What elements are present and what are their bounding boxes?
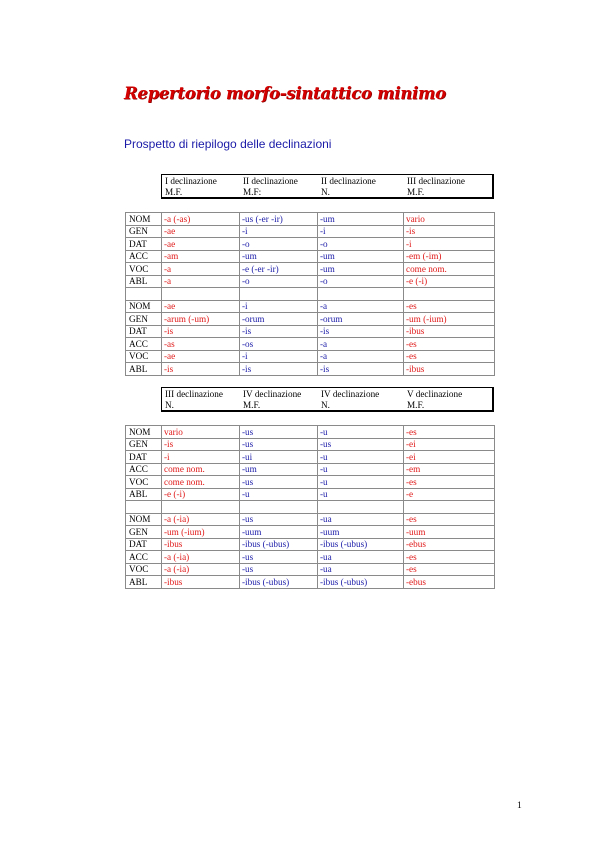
ending-cell: -is	[162, 438, 240, 451]
ending-cell: -um	[240, 250, 318, 263]
ending-cell: -uum	[404, 526, 495, 539]
ending-cell: -ae	[162, 238, 240, 251]
ending-cell: -ae	[162, 225, 240, 238]
header-cell: IV declinazione M.F.	[243, 389, 302, 410]
ending-cell	[318, 501, 404, 514]
ending-cell	[240, 501, 318, 514]
ending-cell: -es	[404, 476, 495, 489]
ending-cell: -em (-im)	[404, 250, 495, 263]
ending-cell: -u	[240, 488, 318, 501]
header-cell: I declinazione M.F.	[165, 176, 217, 197]
ending-cell: -ibus (-ubus)	[318, 576, 404, 589]
ending-cell: -es	[404, 350, 495, 363]
ending-cell: -orum	[318, 313, 404, 326]
ending-cell: -uum	[318, 526, 404, 539]
ending-cell: -us	[240, 476, 318, 489]
ending-cell: -ibus	[162, 576, 240, 589]
table-row	[126, 438, 495, 451]
table-row	[126, 300, 495, 313]
ending-cell: -es	[404, 551, 495, 564]
case-label: GEN	[126, 225, 162, 238]
case-label: ACC	[126, 250, 162, 263]
case-label: VOC	[126, 263, 162, 276]
ending-cell: -ae	[162, 350, 240, 363]
ending-cell: -is	[162, 325, 240, 338]
ending-cell: -us	[318, 438, 404, 451]
header-cell: II declinazione M.F:	[243, 176, 298, 197]
ending-cell: -ibus (-ubus)	[318, 538, 404, 551]
header-cell: II declinazione N.	[321, 176, 376, 197]
case-label	[126, 501, 162, 514]
table-row	[126, 313, 495, 326]
table-row	[126, 426, 495, 439]
case-label: NOM	[126, 513, 162, 526]
ending-cell: -e (-er -ir)	[240, 263, 318, 276]
ending-cell: -u	[318, 426, 404, 439]
ending-cell: -is	[404, 225, 495, 238]
ending-cell: -is	[240, 325, 318, 338]
header-cell: III declinazione M.F.	[407, 176, 465, 197]
ending-cell	[240, 288, 318, 301]
case-label: DAT	[126, 325, 162, 338]
declension-header-2	[161, 387, 494, 412]
case-label: ABL	[126, 576, 162, 589]
case-label: GEN	[126, 438, 162, 451]
ending-cell: -ua	[318, 563, 404, 576]
ending-cell: vario	[162, 426, 240, 439]
ending-cell: -um	[318, 250, 404, 263]
ending-cell: -u	[318, 451, 404, 464]
ending-cell: -o	[318, 238, 404, 251]
table-row	[126, 501, 495, 514]
ending-cell: -a	[318, 300, 404, 313]
ending-cell: -ibus	[404, 363, 495, 376]
case-label: NOM	[126, 300, 162, 313]
ending-cell: -es	[404, 513, 495, 526]
ending-cell: -us	[240, 438, 318, 451]
declension-header-1	[161, 174, 494, 199]
case-label: DAT	[126, 238, 162, 251]
case-label: ABL	[126, 488, 162, 501]
ending-cell: -ua	[318, 513, 404, 526]
case-label: VOC	[126, 476, 162, 489]
ending-cell: -as	[162, 338, 240, 351]
case-label: VOC	[126, 350, 162, 363]
table-row	[126, 225, 495, 238]
table-row	[126, 275, 495, 288]
ending-cell: -a (-as)	[162, 213, 240, 226]
table-row	[126, 451, 495, 464]
ending-cell	[162, 288, 240, 301]
document-subtitle: Prospetto di riepilogo delle declinazioni	[124, 137, 332, 151]
ending-cell	[318, 288, 404, 301]
ending-cell: -ibus	[162, 538, 240, 551]
case-label: VOC	[126, 563, 162, 576]
ending-cell: -i	[240, 350, 318, 363]
table-row	[126, 476, 495, 489]
ending-cell: -is	[318, 325, 404, 338]
ending-cell: -um	[318, 213, 404, 226]
ending-cell: -u	[318, 488, 404, 501]
case-label: NOM	[126, 426, 162, 439]
case-label: NOM	[126, 213, 162, 226]
table-row	[126, 250, 495, 263]
ending-cell: -a	[318, 350, 404, 363]
ending-cell: -ae	[162, 300, 240, 313]
ending-cell: -e	[404, 488, 495, 501]
ending-cell: -us	[240, 426, 318, 439]
ending-cell: -es	[404, 426, 495, 439]
ending-cell: -um	[240, 463, 318, 476]
case-label: ABL	[126, 275, 162, 288]
case-label: GEN	[126, 313, 162, 326]
ending-cell: -em	[404, 463, 495, 476]
ending-cell: -is	[240, 363, 318, 376]
ending-cell: -e (-i)	[404, 275, 495, 288]
ending-cell: -us	[240, 563, 318, 576]
ending-cell: -um	[318, 263, 404, 276]
case-label: DAT	[126, 451, 162, 464]
ending-cell: -a (-ia)	[162, 513, 240, 526]
ending-cell: -ibus (-ubus)	[240, 538, 318, 551]
table-row	[126, 263, 495, 276]
ending-cell: -o	[240, 238, 318, 251]
ending-cell	[162, 501, 240, 514]
ending-cell: -ebus	[404, 538, 495, 551]
ending-cell: -os	[240, 338, 318, 351]
table-row	[126, 538, 495, 551]
case-label: ACC	[126, 551, 162, 564]
ending-cell: -a	[162, 275, 240, 288]
ending-cell: -am	[162, 250, 240, 263]
ending-cell: -u	[318, 463, 404, 476]
ending-cell: -i	[240, 225, 318, 238]
table-row	[126, 513, 495, 526]
ending-cell: -i	[318, 225, 404, 238]
ending-cell: -is	[162, 363, 240, 376]
ending-cell	[404, 288, 495, 301]
declension-table-2	[125, 425, 495, 589]
ending-cell: -u	[318, 476, 404, 489]
ending-cell: vario	[404, 213, 495, 226]
ending-cell: -a (-ia)	[162, 563, 240, 576]
ending-cell: -arum (-um)	[162, 313, 240, 326]
ending-cell: -ua	[318, 551, 404, 564]
ending-cell: -us	[240, 513, 318, 526]
header-cell: III declinazione N.	[165, 389, 223, 410]
table-row	[126, 325, 495, 338]
table-row	[126, 338, 495, 351]
ending-cell	[404, 501, 495, 514]
page-number: 1	[517, 801, 522, 811]
ending-cell: -um (-ium)	[404, 313, 495, 326]
header-cell: V declinazione M.F.	[407, 389, 463, 410]
ending-cell: -um (-ium)	[162, 526, 240, 539]
ending-cell: -o	[318, 275, 404, 288]
ending-cell: -ei	[404, 438, 495, 451]
table-row	[126, 576, 495, 589]
ending-cell: -i	[404, 238, 495, 251]
ending-cell: come nom.	[162, 476, 240, 489]
table-row	[126, 551, 495, 564]
ending-cell: -es	[404, 300, 495, 313]
table-row	[126, 288, 495, 301]
case-label: DAT	[126, 538, 162, 551]
table-row	[126, 526, 495, 539]
ending-cell: -i	[240, 300, 318, 313]
case-label: ABL	[126, 363, 162, 376]
table-row	[126, 213, 495, 226]
ending-cell: -orum	[240, 313, 318, 326]
table-row	[126, 238, 495, 251]
case-label: GEN	[126, 526, 162, 539]
ending-cell: -ebus	[404, 576, 495, 589]
table-row	[126, 488, 495, 501]
ending-cell: -ibus (-ubus)	[240, 576, 318, 589]
ending-cell: -ibus	[404, 325, 495, 338]
ending-cell: -es	[404, 338, 495, 351]
ending-cell: -us	[240, 551, 318, 564]
header-cell: IV declinazione N.	[321, 389, 380, 410]
table-row	[126, 350, 495, 363]
ending-cell: -us (-er -ir)	[240, 213, 318, 226]
document-title: Repertorio morfo-sintattico minimo	[124, 84, 446, 103]
ending-cell: -uum	[240, 526, 318, 539]
ending-cell: -ei	[404, 451, 495, 464]
ending-cell: -a (-ia)	[162, 551, 240, 564]
declension-table-1	[125, 212, 495, 376]
ending-cell: -a	[162, 263, 240, 276]
case-label	[126, 288, 162, 301]
table-row	[126, 363, 495, 376]
case-label: ACC	[126, 463, 162, 476]
table-row	[126, 563, 495, 576]
ending-cell: -ui	[240, 451, 318, 464]
case-label: ACC	[126, 338, 162, 351]
ending-cell: -is	[318, 363, 404, 376]
ending-cell: -o	[240, 275, 318, 288]
ending-cell: -i	[162, 451, 240, 464]
ending-cell: come nom.	[404, 263, 495, 276]
ending-cell: come nom.	[162, 463, 240, 476]
ending-cell: -e (-i)	[162, 488, 240, 501]
ending-cell: -a	[318, 338, 404, 351]
ending-cell: -es	[404, 563, 495, 576]
table-row	[126, 463, 495, 476]
